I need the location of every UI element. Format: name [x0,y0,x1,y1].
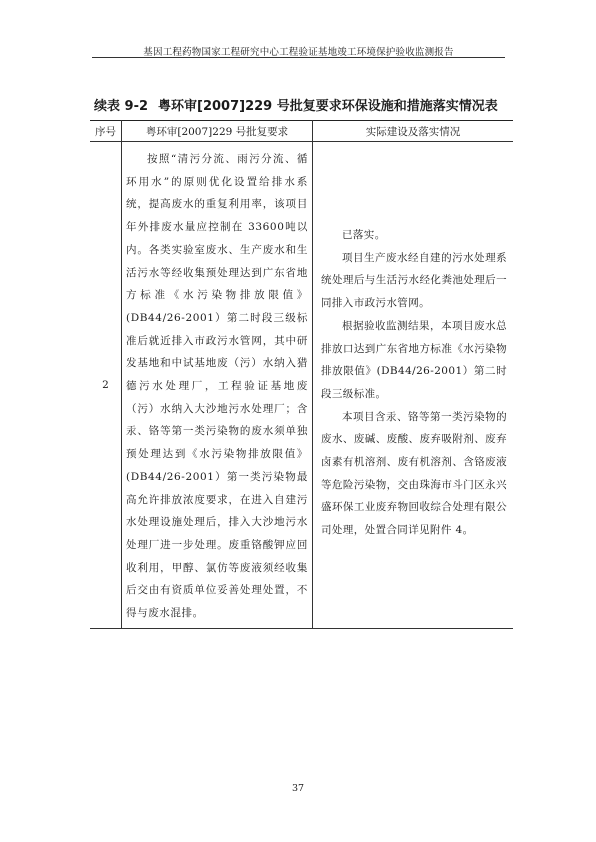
table-header-row [90,121,513,142]
implementation-cell [313,142,514,629]
table-row [90,142,513,629]
requirement-cell [122,142,313,629]
page-number: 37 [291,783,305,794]
table-caption: 粤环审[2007]229 号批复要求环保设施和措施落实情况表 [158,99,498,114]
header-requirement: 粤环审[2007]229 号批复要求 [122,121,313,142]
header-implementation: 实际建设及落实情况 [313,121,514,142]
implementation-paragraph: 项目生产废水经自建的污水处理系统处理后与生活污水经化粪池处理后一同排入市政污水管网。 [321,251,507,310]
implementation-paragraph: 本项目含汞、铬等第一类污染物的废水、废碱、废酸、废弃吸附剂、废弃卤素有机溶剂、废有机溶剂、含铬废液等危险污染物，交由珠海市斗门区永兴盛环保工业废弃物回收综合处理有限公司处理，处置合同详见附件 4。 [321,410,507,537]
table-number: 续表 9-2 [94,99,149,114]
compliance-table [90,120,513,629]
running-header: 基因工程药物国家工程研究中心工程验证基地竣工环境保护验收监测报告 [143,47,454,58]
implementation-paragraph: 根据验收监测结果，本项目废水总排放口达到广东省地方标准《水污染物排放限值》(DB44/26-2001）第二时段三级标准。 [321,319,507,400]
requirement-text: 按照“清污分流、雨污分流、循环用水”的原则优化设置给排水系统，提高废水的重复利用率，该项目年外排废水量应控制在 33600吨以内。各类实验室废水、生产废水和生活污水等经收集预处理达到广东省地方标准《水污染物排放限值》(DB44/26-2001）第二时段三级标准后就近排入市政污水管网，其中研发基地和中试基地废（污）水纳入猎德污水处理厂，工程验证基地废（污）水纳入大沙地污水处理厂；含汞、铬等第一类污染物的废水须单独预处理达到《水污染物排放限值》(DB44/26-2001）第一类污染物最高允许排放浓度要求，在进入自建污水处理设施处理后，排入大沙地污水处理厂进一步处理。废重铬酸钾应回收利用，甲醇、氯仿等废液须经收集后交由有资质单位妥善处理处置，不得与废水混排。 [126,153,308,620]
row-number: 2 [90,142,122,629]
implementation-paragraph: 已落实。 [342,229,386,241]
header-rule [92,57,505,58]
header-seq: 序号 [90,121,122,142]
table-title [94,95,514,114]
